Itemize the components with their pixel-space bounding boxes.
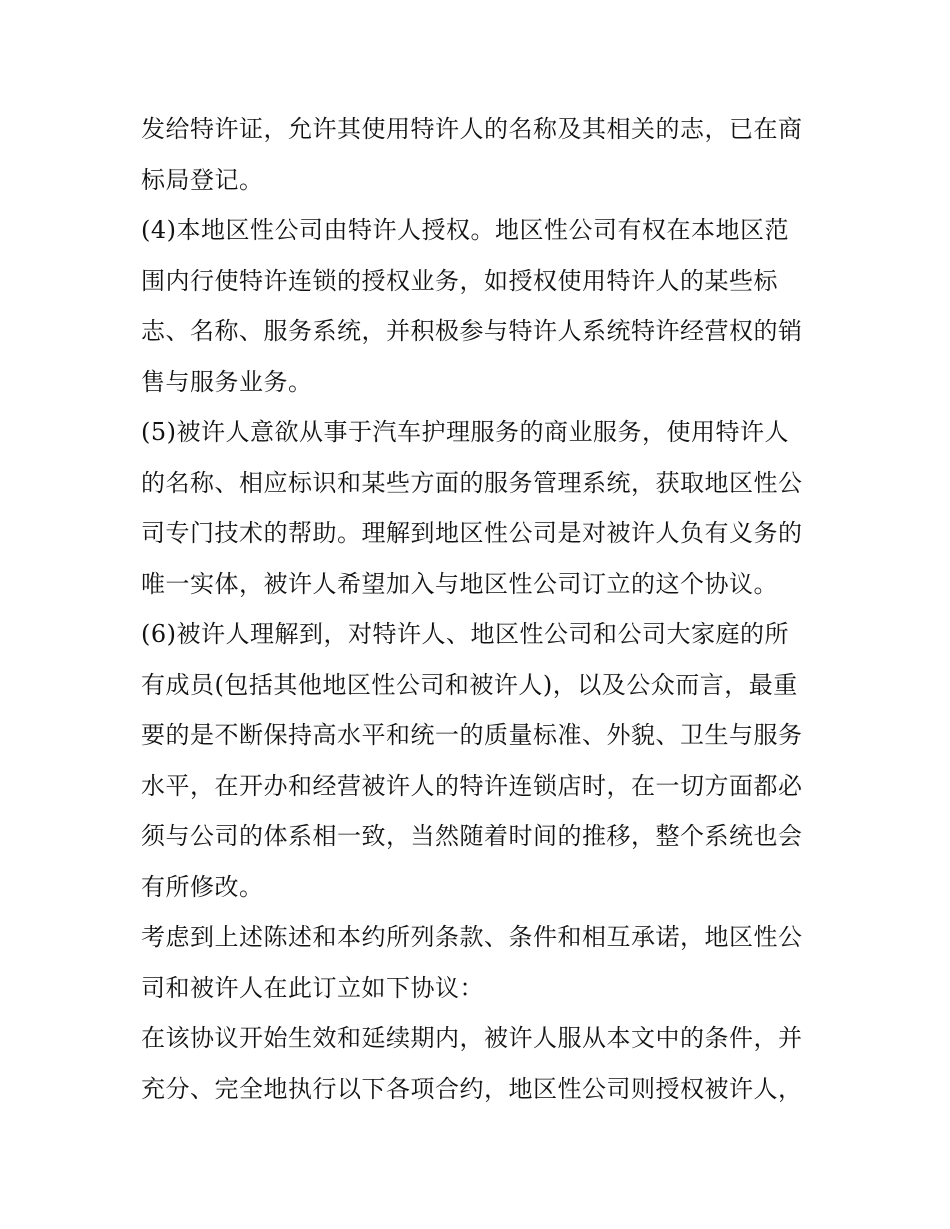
text-line: (6)被许人理解到，对特许人、地区性公司和公司大家庭的所 xyxy=(141,620,789,648)
text-line: 考虑到上述陈述和本约所列条款、条件和相互承诺，地区性公 xyxy=(141,923,803,951)
text-line: 的名称、相应标识和某些方面的服务管理系统，获取地区性公 xyxy=(141,469,803,497)
text-line: 在该协议开始生效和延续期内，被许人服从本文中的条件，并 xyxy=(141,1024,803,1052)
text-line: 售与服务业务。 xyxy=(141,368,313,396)
text-line: 标局登记。 xyxy=(141,166,264,194)
text-line: 有成员(包括其他地区性公司和被许人)，以及公众而言，最重 xyxy=(141,671,798,699)
text-line: 唯一实体，被许人希望加入与地区性公司订立的这个协议。 xyxy=(141,570,778,598)
text-line: 要的是不断保持高水平和统一的质量标准、外貌、卫生与服务 xyxy=(141,721,803,749)
text-line: 有所修改。 xyxy=(141,873,264,901)
text-line: 发给特许证，允许其使用特许人的名称及其相关的志，已在商 xyxy=(141,115,803,143)
text-line: 水平，在开办和经营被许人的特许连锁店时，在一切方面都必 xyxy=(141,772,803,800)
text-line: 司专门技术的帮助。理解到地区性公司是对被许人负有义务的 xyxy=(141,519,803,547)
text-line: 须与公司的体系相一致，当然随着时间的推移，整个系统也会 xyxy=(141,822,803,850)
text-line: (5)被许人意欲从事于汽车护理服务的商业服务，使用特许人 xyxy=(141,418,789,446)
text-line: 志、名称、服务系统，并积极参与特许人系统特许经营权的销 xyxy=(141,317,803,345)
text-line: 充分、完全地执行以下各项合约，地区性公司则授权被许人， xyxy=(141,1075,803,1103)
text-line: (4)本地区性公司由特许人授权。地区性公司有权在本地区范 xyxy=(141,216,789,244)
text-line: 司和被许人在此订立如下协议： xyxy=(141,974,484,1002)
text-line: 围内行使特许连锁的授权业务，如授权使用特许人的某些标 xyxy=(141,267,778,295)
